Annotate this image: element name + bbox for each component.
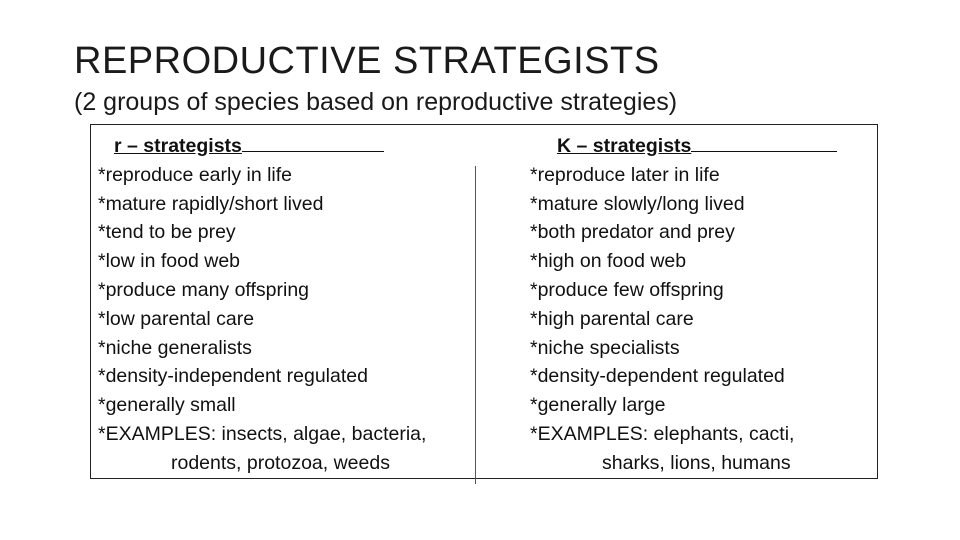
k-trait-item: *reproduce later in life bbox=[530, 163, 720, 186]
k-trait-item: *EXAMPLES: elephants, cacti, bbox=[530, 422, 795, 445]
r-strategists-header: r – strategists bbox=[114, 135, 242, 157]
r-trait-item: *generally small bbox=[98, 394, 236, 417]
r-strategists-column bbox=[98, 132, 426, 478]
r-trait-item: *density-independent regulated bbox=[98, 365, 368, 388]
page-title: REPRODUCTIVE STRATEGISTS bbox=[74, 40, 660, 82]
k-trait-item: *high on food web bbox=[530, 250, 687, 273]
k-trait-item: *both predator and prey bbox=[530, 221, 735, 244]
k-strategists-column bbox=[530, 132, 837, 478]
r-trait-item: *tend to be prey bbox=[98, 221, 236, 244]
r-trait-item: *produce many offspring bbox=[98, 278, 310, 301]
k-trait-item: *mature slowly/long lived bbox=[530, 192, 745, 215]
k-header-underline bbox=[691, 133, 837, 152]
r-trait-item: *EXAMPLES: insects, algae, bacteria, bbox=[98, 422, 427, 445]
r-trait-item: *reproduce early in life bbox=[98, 163, 293, 186]
r-trait-item: *low in food web bbox=[98, 250, 241, 273]
k-trait-item: *generally large bbox=[530, 394, 666, 417]
k-strategists-header: K – strategists bbox=[557, 135, 692, 157]
column-divider bbox=[475, 166, 476, 484]
r-trait-item: *low parental care bbox=[98, 307, 255, 330]
r-trait-item: *niche generalists bbox=[98, 336, 252, 359]
r-trait-item: *mature rapidly/short lived bbox=[98, 192, 324, 215]
k-examples-continuation: sharks, lions, humans bbox=[602, 451, 791, 474]
k-trait-item: *niche specialists bbox=[530, 336, 680, 359]
r-header-underline bbox=[242, 133, 384, 152]
k-trait-item: *produce few offspring bbox=[530, 278, 724, 301]
page-subtitle: (2 groups of species based on reproductive strategies) bbox=[74, 88, 678, 116]
k-trait-item: *density-dependent regulated bbox=[530, 365, 785, 388]
k-trait-item: *high parental care bbox=[530, 307, 694, 330]
k-strategists-header-row bbox=[530, 132, 837, 161]
r-strategists-header-row bbox=[98, 132, 426, 161]
r-examples-continuation: rodents, protozoa, weeds bbox=[171, 451, 390, 474]
